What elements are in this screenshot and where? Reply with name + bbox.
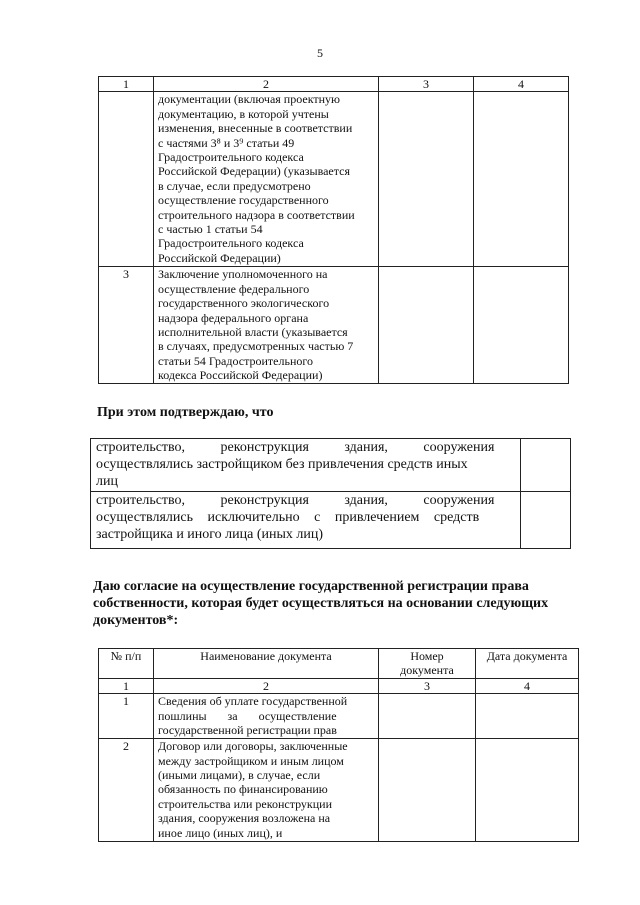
date-cell (474, 92, 569, 267)
confirmation-option (91, 492, 571, 549)
text-line: документацию, в которой учтены (158, 106, 329, 121)
column-header-doc-number (379, 649, 476, 679)
text-line: в случаях, предусмотренных частью 7 (158, 339, 354, 354)
text-line: Российской Федерации) (158, 250, 281, 265)
header-cell-2: 2 (154, 77, 379, 92)
text-line: осуществление государственного (158, 193, 329, 208)
confirmation-option (91, 439, 571, 492)
document-name-cell (154, 267, 379, 384)
text-line: осуществление федерального (158, 281, 310, 296)
text-line: с частями 3⁸ и 3⁹ статьи 49 (158, 135, 295, 150)
text-line: в случае, если предусмотрено (158, 178, 311, 193)
table-row (99, 694, 579, 739)
header-line: документа (400, 663, 454, 678)
column-header-date: Дата документа (476, 649, 579, 679)
date-cell (476, 694, 579, 739)
option-checkbox[interactable] (521, 439, 571, 492)
number-cell (379, 92, 474, 267)
column-header-name: Наименование документа (154, 649, 379, 679)
text-line: между застройщиком и иным лицом (158, 753, 344, 768)
consent-heading (93, 578, 568, 629)
text-line: Сведения об уплате государственной (158, 694, 348, 709)
text-line: строительство, реконструкция здания, сооружения (96, 493, 495, 508)
text-line: государственного экологического (158, 296, 330, 311)
header-cell-1: 1 (99, 77, 154, 92)
text-line: Российской Федерации) (указывается (158, 164, 350, 179)
text-line: изменения, внесенные в соответствии (158, 121, 353, 136)
text-line: осуществлялись исключительно с привлечением средств (96, 510, 480, 525)
option-text (91, 439, 521, 492)
row-number: 2 (99, 739, 154, 842)
heading-line: собственности, которая будет осуществляться на основании следующих (93, 596, 549, 611)
date-cell (474, 267, 569, 384)
text-line: Градостроительного кодекса (158, 236, 304, 251)
option-checkbox[interactable] (521, 492, 571, 549)
text-line: (иными лицами), в случае, если (158, 768, 321, 783)
table-row (99, 267, 569, 384)
text-line: строительства или реконструкции (158, 796, 333, 811)
index-cell-3: 3 (379, 678, 476, 693)
table-row (99, 739, 579, 842)
column-header-number: № п/п (99, 649, 154, 679)
text-line: статьи 54 Градостроительного (158, 353, 313, 368)
table-row (99, 92, 569, 267)
text-line: иное лицо (иных лиц), и (158, 825, 283, 840)
document-name-cell (154, 739, 379, 842)
text-line: застройщика и иного лица (иных лиц) (96, 527, 324, 542)
text-line: осуществлялись застройщиком без привлечения средств иных (96, 457, 468, 472)
heading-line: Даю согласие на осуществление государственной регистрации права (93, 579, 529, 594)
document-name-cell (154, 92, 379, 267)
documents-table (98, 648, 579, 842)
confirm-heading: При этом подтверждаю, что (97, 405, 274, 420)
index-cell-1: 1 (99, 678, 154, 693)
text-line: надзора федерального органа (158, 310, 309, 325)
header-line: Номер (410, 649, 444, 663)
text-line: документации (включая проектную (158, 92, 340, 107)
heading-line: документов*: (93, 613, 179, 628)
text-line: кодекса Российской Федерации) (158, 368, 323, 383)
text-line: пошлины за осуществление (158, 708, 337, 723)
document-name-cell (154, 694, 379, 739)
text-line: здания, сооружения возложена на (158, 811, 331, 826)
text-line: исполнительной власти (указывается (158, 325, 348, 340)
number-cell (379, 694, 476, 739)
row-number: 1 (99, 694, 154, 739)
number-cell (379, 267, 474, 384)
index-cell-4: 4 (476, 678, 579, 693)
index-cell-2: 2 (154, 678, 379, 693)
text-line: Заключение уполномоченного на (158, 267, 328, 282)
documents-table-continued (98, 76, 569, 384)
header-cell-3: 3 (379, 77, 474, 92)
date-cell (476, 739, 579, 842)
text-line: обязанность по финансированию (158, 782, 328, 797)
text-line: строительного надзора в соответствии (158, 207, 355, 222)
page-number: 5 (317, 46, 323, 60)
text-line: строительство, реконструкция здания, сооружения (96, 440, 495, 455)
confirmation-options-table (90, 438, 571, 549)
row-number (99, 92, 154, 267)
number-cell (379, 739, 476, 842)
text-line: государственной регистрации прав (158, 723, 337, 738)
row-number: 3 (99, 267, 154, 384)
text-line: с частью 1 статьи 54 (158, 222, 263, 237)
text-line: лиц (96, 474, 118, 489)
option-text (91, 492, 521, 549)
text-line: Договор или договоры, заключенные (158, 739, 348, 754)
header-cell-4: 4 (474, 77, 569, 92)
text-line: Градостроительного кодекса (158, 150, 304, 165)
